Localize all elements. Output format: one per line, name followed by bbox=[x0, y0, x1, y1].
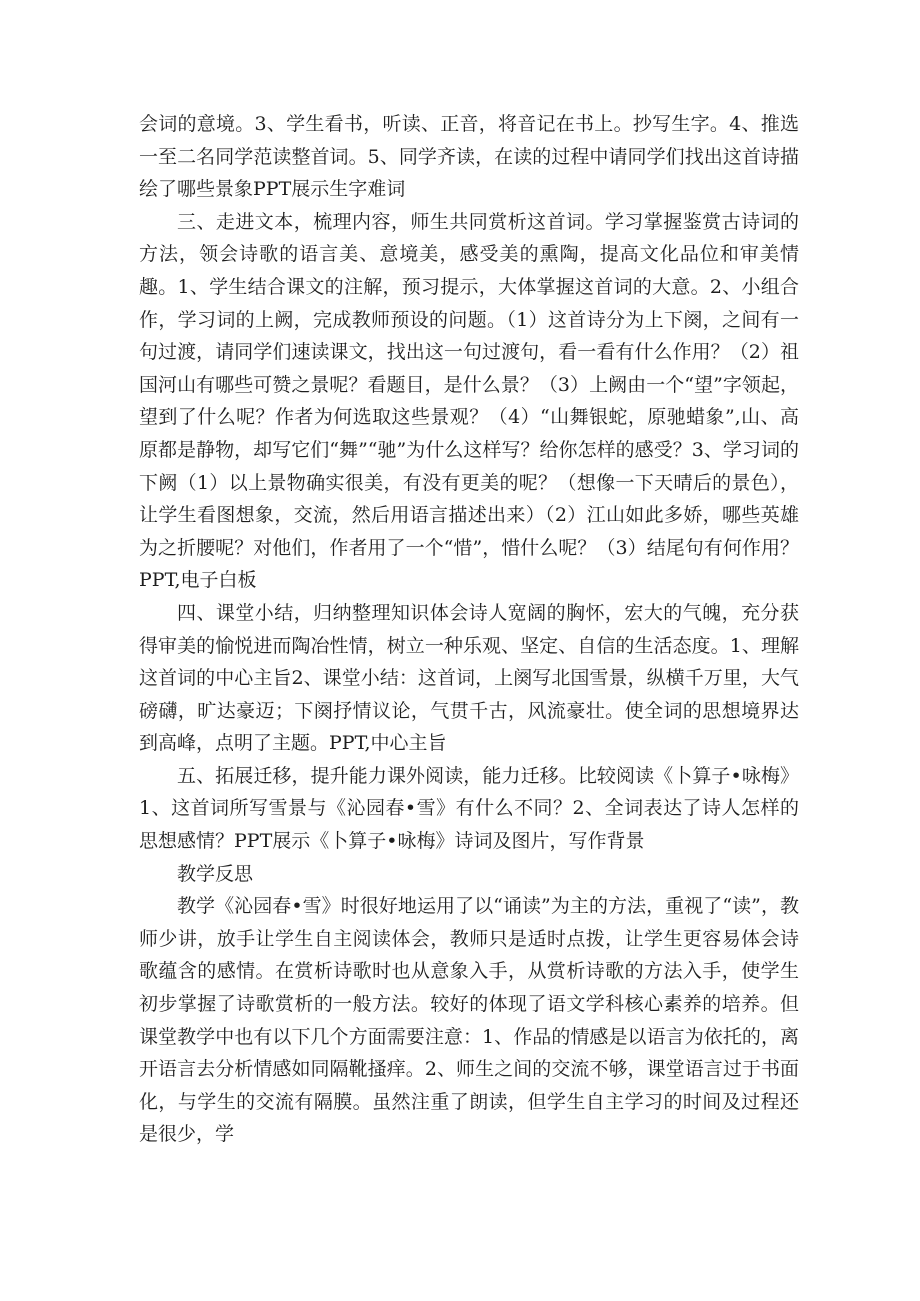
paragraph-section-three: 三、走进文本，梳理内容，师生共同赏析这首词。学习掌握鉴赏古诗词的方法，领会诗歌的语言美、意境美，感受美的熏陶，提高文化品位和审美情趣。1、学生结合课文的注解，预习提示，大体掌握这首词的大意。2、小组合作，学习词的上阙，完成教师预设的问题。（1）这首诗分为上下阕，之间有一句过渡，请同学们速读课文，找出这一句过渡句，看一看有什么作用？（2）祖国河山有哪些可赞之景呢？看题目，是什么景？（3）上阙由一个“望”字领起，望到了什么呢？作者为何选取这些景观？（4）“山舞银蛇，原驰蜡象”,山、高原都是静物，却写它们“舞”“驰”为什么这样写？给你怎样的感受？3、学习词的下阙（1）以上景物确实很美，有没有更美的呢？（想像一下天晴后的景色），让学生看图想象，交流，然后用语言描述出来）（2）江山如此多娇，哪些英雄为之折腰呢？对他们，作者用了一个“惜”，惜什么呢？（3）结尾句有何作用？PPT,电子白板 bbox=[139, 210, 799, 592]
paragraph-section-five: 五、拓展迁移，提升能力课外阅读，能力迁移。比较阅读《卜算子•咏梅》1、这首词所写雪景与《沁园春•雪》有什么不同？2、全词表达了诗人怎样的思想感情？PPT展示《卜算子•咏梅》诗词及图片，写作背景 bbox=[139, 764, 799, 853]
document-page bbox=[139, 108, 799, 1151]
section-heading-reflection: 教学反思 bbox=[177, 862, 254, 885]
paragraph-reflection: 教学《沁园春•雪》时很好地运用了以“诵读”为主的方法，重视了“读”，教师少讲，放手让学生自主阅读体会，教师只是适时点拨，让学生更容易体会诗歌蕴含的感情。在赏析诗歌时也从意象入手，从赏析诗歌的方法入手，使学生初步掌握了诗歌赏析的一般方法。较好的体现了语文学科核心素养的培养。但课堂教学中也有以下几个方面需要注意：1、作品的情感是以语言为依托的，离开语言去分析情感如同隔靴搔痒。2、师生之间的交流不够，课堂语言过于书面化，与学生的交流有隔膜。虽然注重了朗读，但学生自主学习的时间及过程还是很少，学 bbox=[139, 895, 799, 1146]
paragraph-continuation: 会词的意境。3、学生看书，听读、正音，将音记在书上。抄写生字。4、推选一至二名同学范读整首词。5、同学齐读，在读的过程中请同学们找出这首诗描绘了哪些景象PPT展示生字难词 bbox=[139, 113, 799, 201]
paragraph-section-four: 四、课堂小结，归纳整理知识体会诗人宽阔的胸怀，宏大的气魄，充分获得审美的愉悦进而陶冶性情，树立一种乐观、坚定、自信的生活态度。1、理解这首词的中心主旨2、课堂小结：这首词，上阕写北国雪景，纵横千万里，大气磅礴，旷达豪迈；下阕抒情议论，气贯千古，风流豪壮。使全词的思想境界达到高峰，点明了主题。PPT,中心主旨 bbox=[139, 601, 799, 755]
